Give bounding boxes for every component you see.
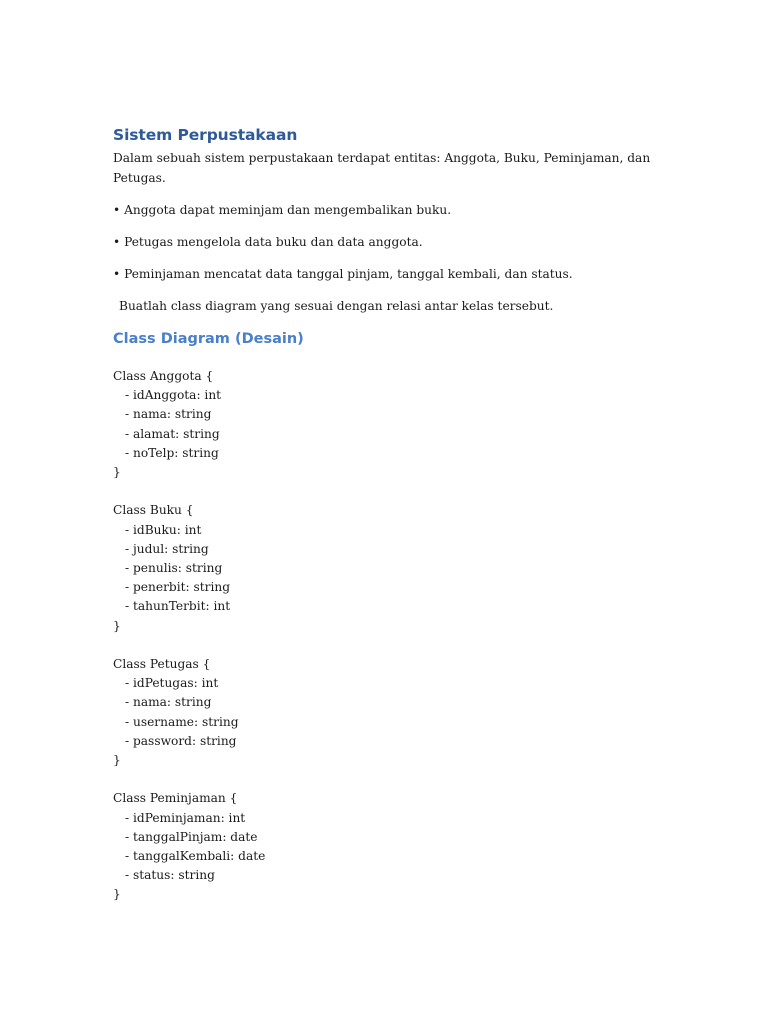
class-attribute: - password: string — [125, 733, 237, 748]
class-attribute: - idAnggota: int — [125, 388, 222, 403]
instruction-paragraph: Buatlah class diagram yang sesuai dengan relasi antar kelas tersebut. — [119, 299, 554, 313]
class-header: Class Buku { — [113, 503, 194, 518]
class-block-anggota — [113, 367, 653, 482]
class-footer: } — [113, 618, 121, 633]
class-block-peminjaman — [113, 789, 653, 904]
class-attribute: - idPetugas: int — [125, 676, 219, 691]
bullet-item: • Petugas mengelola data buku dan data anggota. — [113, 235, 423, 249]
class-footer: } — [113, 465, 121, 480]
class-attribute: - username: string — [125, 714, 239, 729]
class-attribute: - tanggalPinjam: date — [125, 829, 258, 844]
class-header: Class Petugas { — [113, 657, 211, 672]
bullet-item: • Anggota dapat meminjam dan mengembalikan buku. — [113, 203, 452, 217]
class-attribute: - judul: string — [125, 541, 209, 556]
class-attribute: - tahunTerbit: int — [125, 599, 231, 614]
class-attribute: - nama: string — [125, 407, 212, 422]
class-attribute: - status: string — [125, 868, 215, 883]
page-title: Sistem Perpustakaan — [113, 126, 298, 144]
class-attribute: - idPeminjaman: int — [125, 810, 246, 825]
bullet-item: • Peminjaman mencatat data tanggal pinjam, tanggal kembali, dan status. — [113, 267, 573, 281]
class-footer: } — [113, 887, 121, 902]
class-header: Class Peminjaman { — [113, 791, 238, 806]
class-attribute: - tanggalKembali: date — [125, 849, 266, 864]
class-header: Class Anggota { — [113, 369, 214, 383]
class-attribute: - penerbit: string — [125, 580, 230, 595]
class-attribute: - noTelp: string — [125, 445, 219, 460]
class-footer: } — [113, 753, 121, 768]
class-block-petugas — [113, 655, 653, 770]
class-list — [113, 367, 653, 905]
section-title: Class Diagram (Desain) — [113, 331, 304, 347]
document-page — [113, 124, 653, 905]
class-attribute: - penulis: string — [125, 561, 223, 576]
class-attribute: - idBuku: int — [125, 522, 202, 537]
intro-paragraph: Dalam sebuah sistem perpustakaan terdapat entitas: Anggota, Buku, Peminjaman, dan Petugas. — [113, 151, 651, 185]
class-block-buku — [113, 501, 653, 635]
class-attribute: - nama: string — [125, 695, 212, 710]
class-attribute: - alamat: string — [125, 426, 220, 441]
